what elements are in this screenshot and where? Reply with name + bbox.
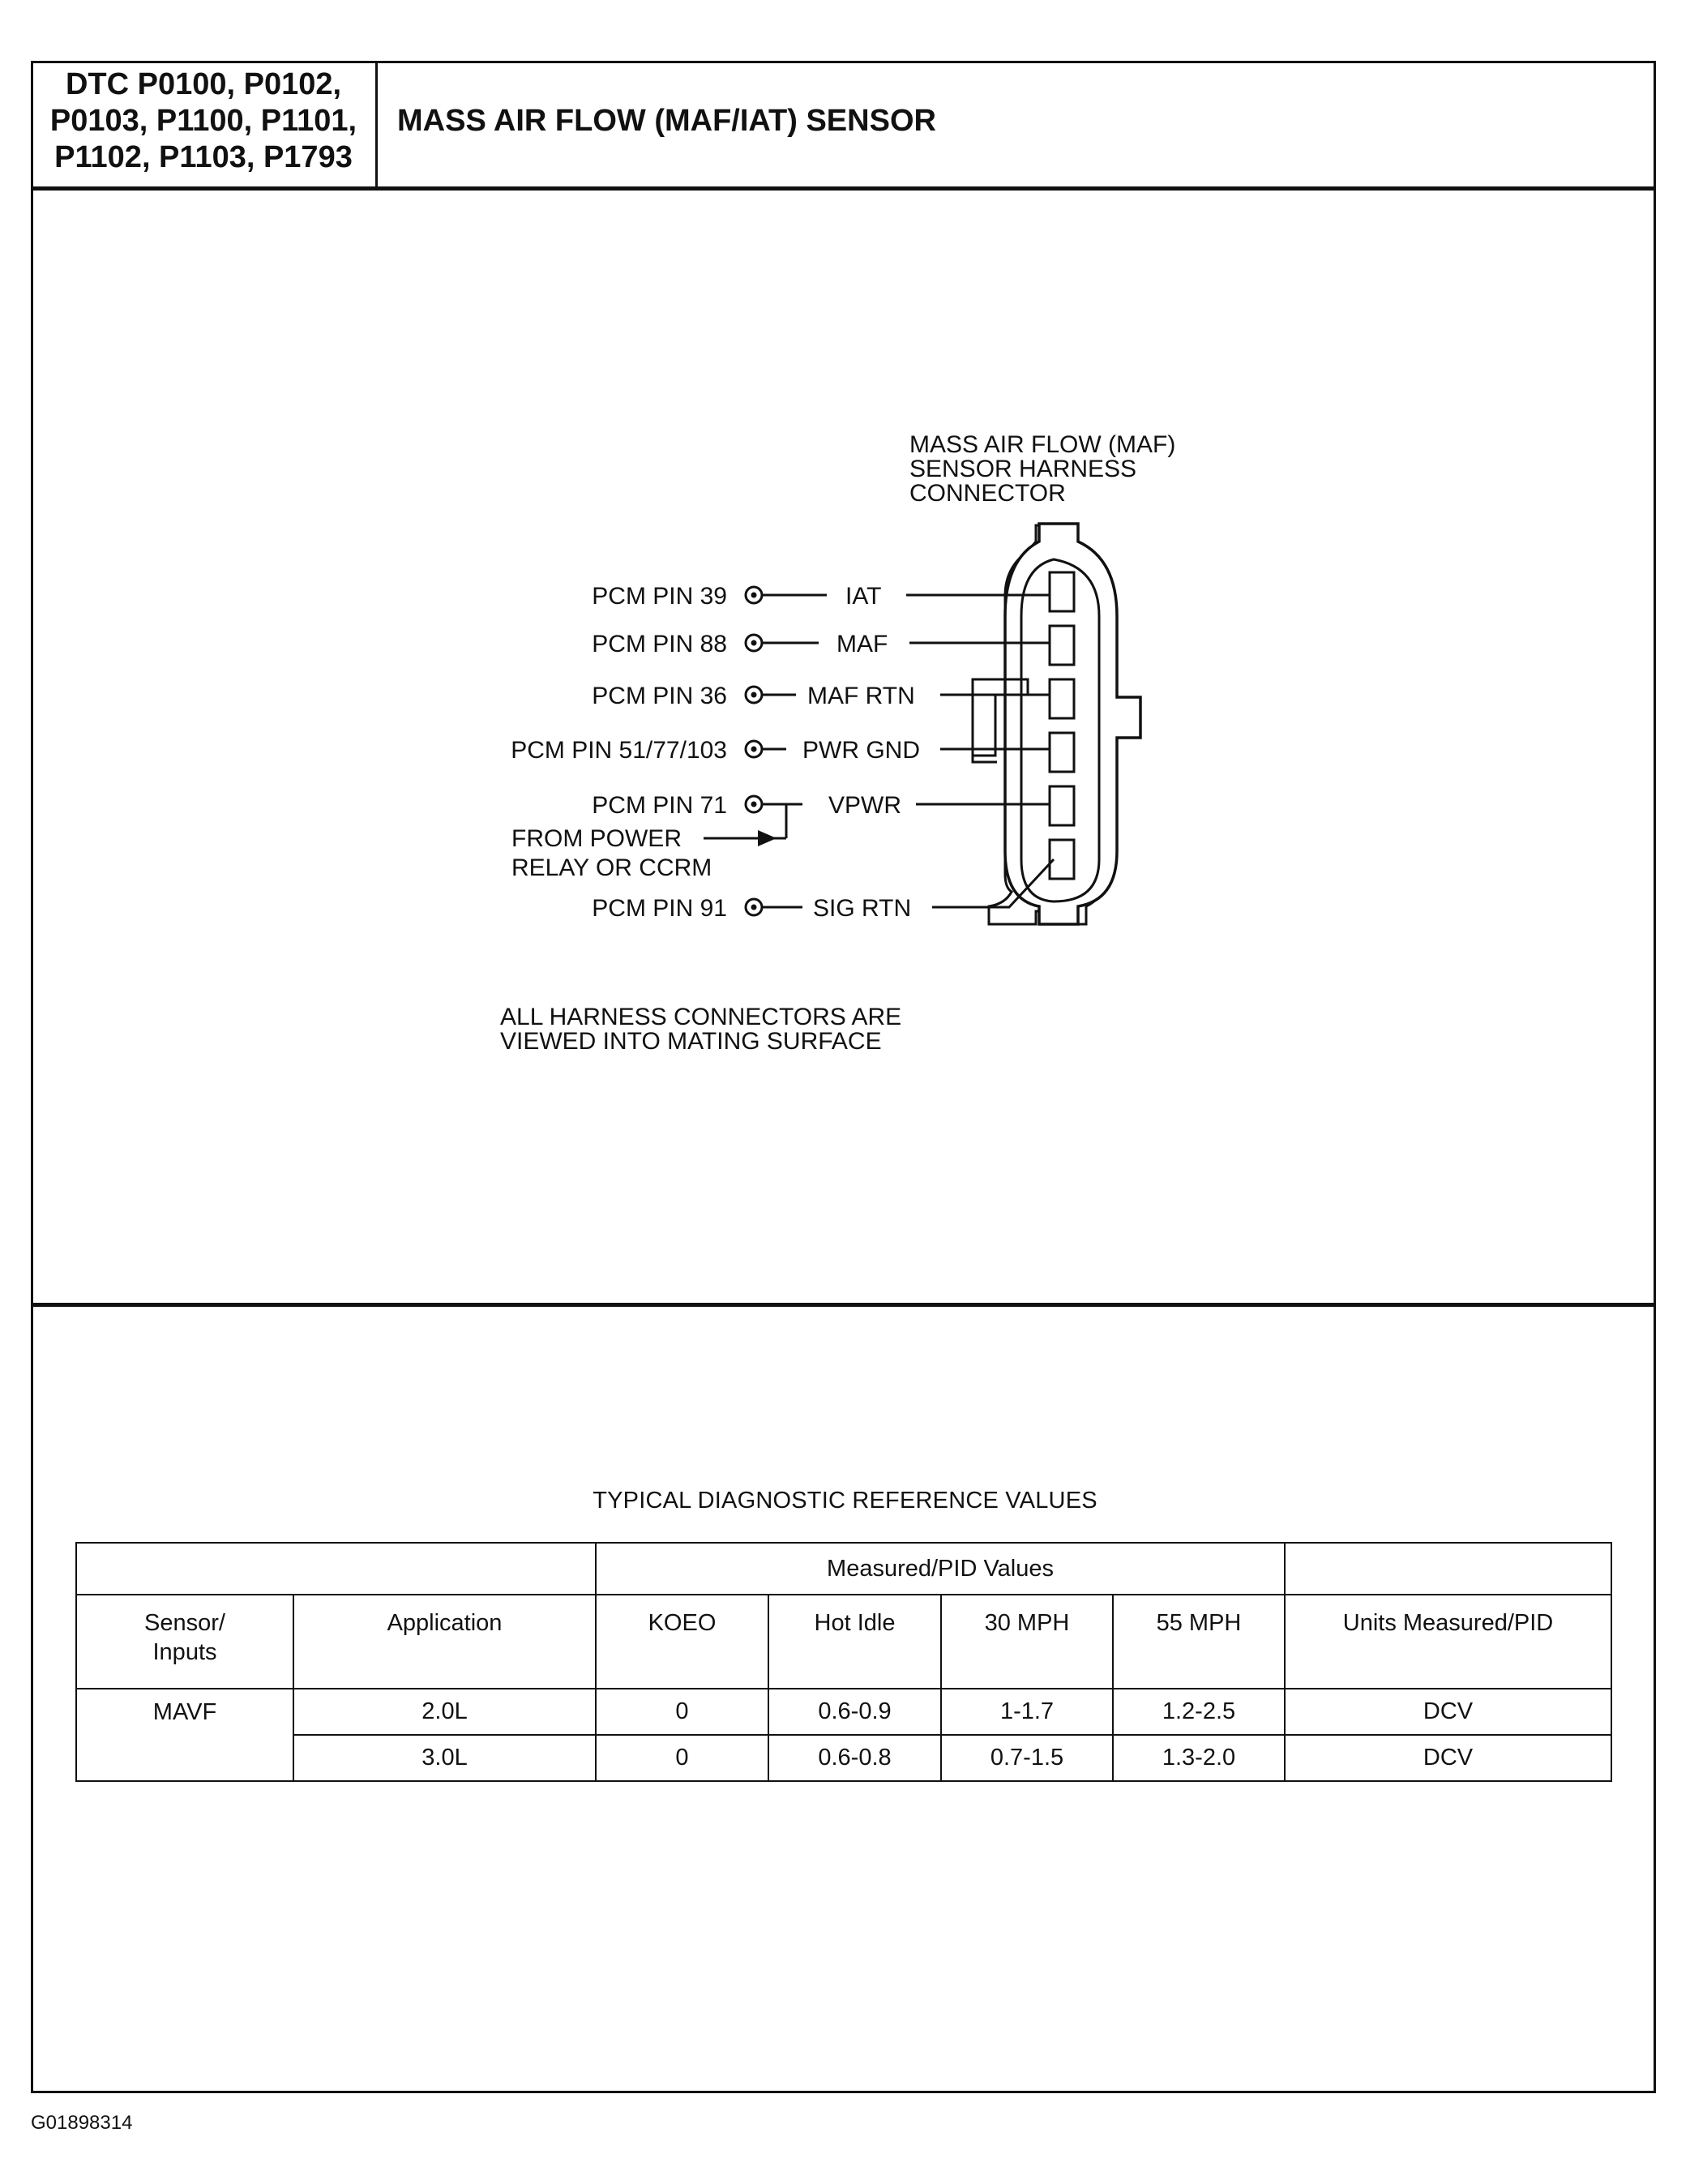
diagram-note: ALL HARNESS CONNECTORS ARE [500, 1004, 902, 1030]
signal-label: IAT [845, 583, 882, 610]
connector-cavity-1 [1050, 572, 1074, 611]
column-header: Application [293, 1595, 596, 1689]
column-header: 30 MPH [941, 1595, 1113, 1689]
table-cell [1285, 1543, 1611, 1595]
connector-cavity-5 [1050, 786, 1074, 825]
table-cell: 0.6-0.8 [768, 1735, 941, 1781]
connector-label-line: SENSOR HARNESS [909, 456, 1137, 482]
table-cell: 1.2-2.5 [1113, 1689, 1285, 1735]
arrow-right-icon [758, 830, 777, 846]
connector-label-line: CONNECTOR [909, 480, 1066, 507]
power-source-label: RELAY OR CCRM [511, 854, 712, 881]
page-title: MASS AIR FLOW (MAF/IAT) SENSOR [397, 104, 936, 138]
table-row [76, 1735, 1611, 1781]
table-cell: 1.3-2.0 [1113, 1735, 1285, 1781]
table-cell: 0 [596, 1689, 768, 1735]
signal-label: MAF RTN [807, 683, 915, 709]
signal-label: MAF [836, 631, 888, 657]
section-divider [31, 1303, 1656, 1307]
connector-cavity-3 [1050, 679, 1074, 718]
pcm-pin-label: PCM PIN 88 [592, 631, 727, 657]
pcm-pin-label: PCM PIN 39 [592, 583, 727, 610]
table-cell: 1-1.7 [941, 1689, 1113, 1735]
table-cell: 0 [596, 1735, 768, 1781]
pcm-pin-label: PCM PIN 51/77/103 [511, 737, 727, 764]
connector-cavity-2 [1050, 626, 1074, 665]
power-source-label: FROM POWER [511, 825, 682, 852]
table-cell: 0.6-0.9 [768, 1689, 941, 1735]
signal-label: SIG RTN [813, 895, 912, 922]
signal-label: PWR GND [802, 737, 920, 764]
dtc-line: P1102, P1103, P1793 [54, 140, 353, 174]
table-row [76, 1689, 1611, 1735]
column-header: KOEO [596, 1595, 768, 1689]
table-cell: 3.0L [293, 1735, 596, 1781]
sensor-cell: MAVF [76, 1689, 293, 1781]
signal-label: VPWR [828, 792, 901, 819]
table-group-header-row [76, 1543, 1611, 1595]
table-cell: DCV [1285, 1689, 1611, 1735]
pcm-pin-label: PCM PIN 71 [592, 792, 727, 819]
table-cell: DCV [1285, 1735, 1611, 1781]
pcm-pin-label: PCM PIN 36 [592, 683, 727, 709]
table-cell: 2.0L [293, 1689, 596, 1735]
reference-values-table [75, 1542, 1612, 1782]
dtc-line: P0103, P1100, P1101, [49, 104, 357, 138]
column-header: Hot Idle [768, 1595, 941, 1689]
table-cell [76, 1543, 596, 1595]
image-id: G01898314 [31, 2112, 133, 2134]
column-header: Units Measured/PID [1285, 1595, 1611, 1689]
diagram-note: VIEWED INTO MATING SURFACE [500, 1028, 882, 1055]
group-header-cell: Measured/PID Values [596, 1543, 1285, 1595]
column-header: 55 MPH [1113, 1595, 1285, 1689]
connector-cavity-4 [1050, 733, 1074, 772]
table-cell: 0.7-1.5 [941, 1735, 1113, 1781]
dtc-line: DTC P0100, P0102, [65, 67, 342, 101]
connector-label-line: MASS AIR FLOW (MAF) [909, 431, 1176, 458]
table-title: TYPICAL DIAGNOSTIC REFERENCE VALUES [593, 1488, 1097, 1514]
table-header-row [76, 1595, 1611, 1689]
column-header: Sensor/ Inputs [76, 1595, 293, 1689]
pcm-pin-label: PCM PIN 91 [592, 895, 727, 922]
